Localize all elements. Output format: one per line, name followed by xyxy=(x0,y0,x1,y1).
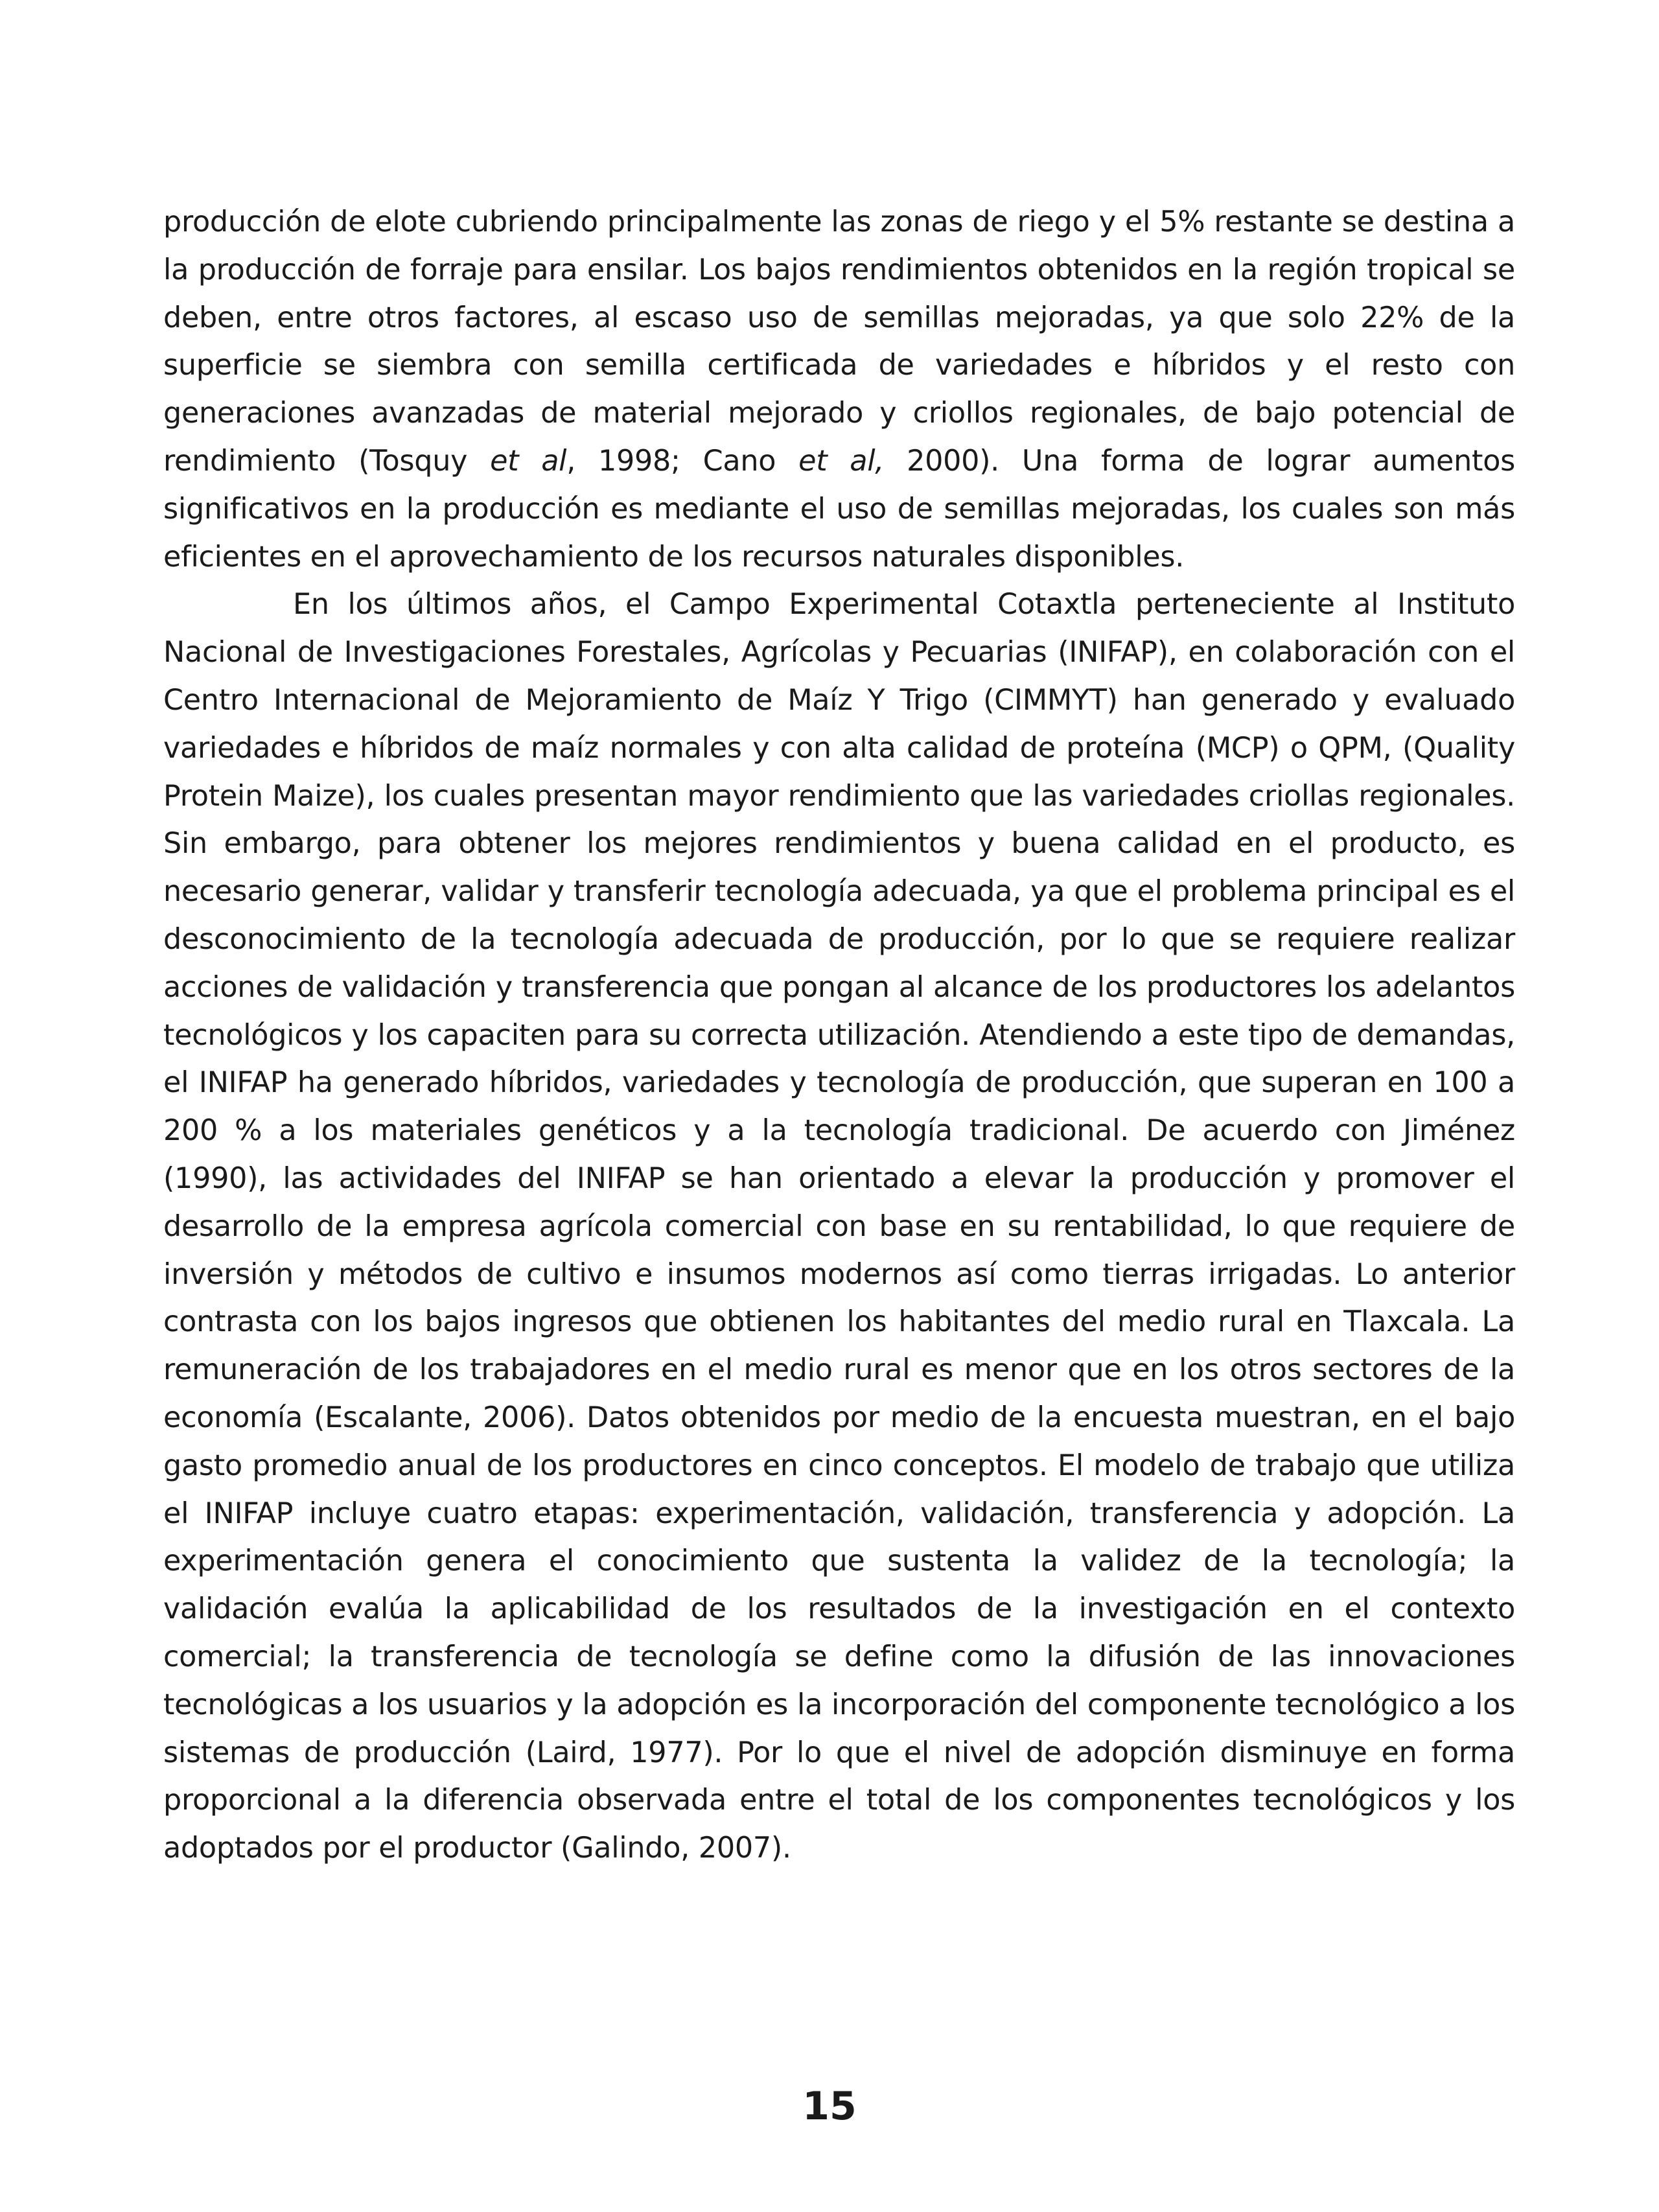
paragraph-1-text: producción de elote cubriendo principalmente las zonas de riego y el 5% restante se destina a la producción de forraje para ensilar. Los bajos rendimientos obtenidos en la región tropical se deben, entre otros factores, al escaso uso de semillas mejoradas, ya que solo 22% de la superficie se siembra con semilla certificada de variedades e híbridos y el resto con generaciones avanzadas de material mejorado y criollos regionales, de bajo potencial de rendimiento (Tosquy xyxy=(163,205,1515,478)
citation-et-al: et al, xyxy=(798,444,885,478)
citation-et-al: et al xyxy=(490,444,567,478)
paragraph-2-text: En los últimos años, el Campo Experimental Cotaxtla perteneciente al Instituto Nacional de Investigaciones Forestales, Agrícolas y Pecuarias (INIFAP), en colaboración con el Centro Internacional de Mejoramiento de Maíz Y Trigo (CIMMYT) han generado y evaluado variedades e híbridos de maíz normales y con alta calidad de proteína (MCP) o QPM, (Quality Protein Maize), los cuales presentan mayor rendimiento que las variedades criollas regionales. Sin embargo, para obtener los mejores rendimientos y buena calidad en el producto, es necesario generar, validar y transferir tecnología adecuada, ya que el problema principal es el desconocimiento de la tecnología adecuada de producción, por lo que se requiere realizar acciones de validación y transferencia que pongan al alcance de los productores los adelantos tecnológicos y los capaciten para su correcta utilización. Atendiendo a este tipo de demandas, el INIFAP ha generado híbridos, variedades y tecnología de producción, que superan en 100 a 200 % a los materiales genéticos y a la tecnología tradicional. De acuerdo con Jiménez (1990), las actividades del INIFAP se han orientado a elevar la producción y promover el desarrollo de la empresa agrícola comercial con base en su rentabilidad, lo que requiere de inversión y métodos de cultivo e insumos modernos así como tierras irrigadas. Lo anterior contrasta con los bajos ingresos que obtienen los habitantes del medio rural en Tlaxcala. La remuneración de los trabajadores en el medio rural es menor que en los otros sectores de la economía (Escalante, 2006). Datos obtenidos por medio de la encuesta muestran, en el bajo gasto promedio anual de los productores en cinco conceptos. El modelo de trabajo que utiliza el INIFAP incluye cuatro etapas: experimentación, validación, transferencia y adopción. La experimentación genera el conocimiento que sustenta la validez de la tecnología; la validación evalúa la aplicabilidad de los resultados de la investigación en el contexto comercial; la transferencia de tecnología se define como la difusión de las innovaciones tecnológicas a los usuarios y la adopción es la incorporación del componente tecnológico a los sistemas de producción (Laird, 1977). Por lo que el nivel de adopción disminuye en forma proporcional a la diferencia observada entre el total de los componentes tecnológicos y los adoptados por el productor (Galindo, 2007). xyxy=(163,588,1515,1865)
paragraph-1-text: 2000). Una forma de lograr aumentos significativos en la producción es mediante el uso de semillas mejoradas, los cuales son más eficientes en el aprovechamiento de los recursos naturales disponibles. xyxy=(163,444,1516,574)
page-number: 15 xyxy=(802,2084,857,2129)
paragraph-1-text: , 1998; Cano xyxy=(566,444,799,478)
paragraph-2 xyxy=(163,581,1515,1872)
paragraph-1 xyxy=(163,198,1515,581)
body-text xyxy=(163,198,1515,1872)
